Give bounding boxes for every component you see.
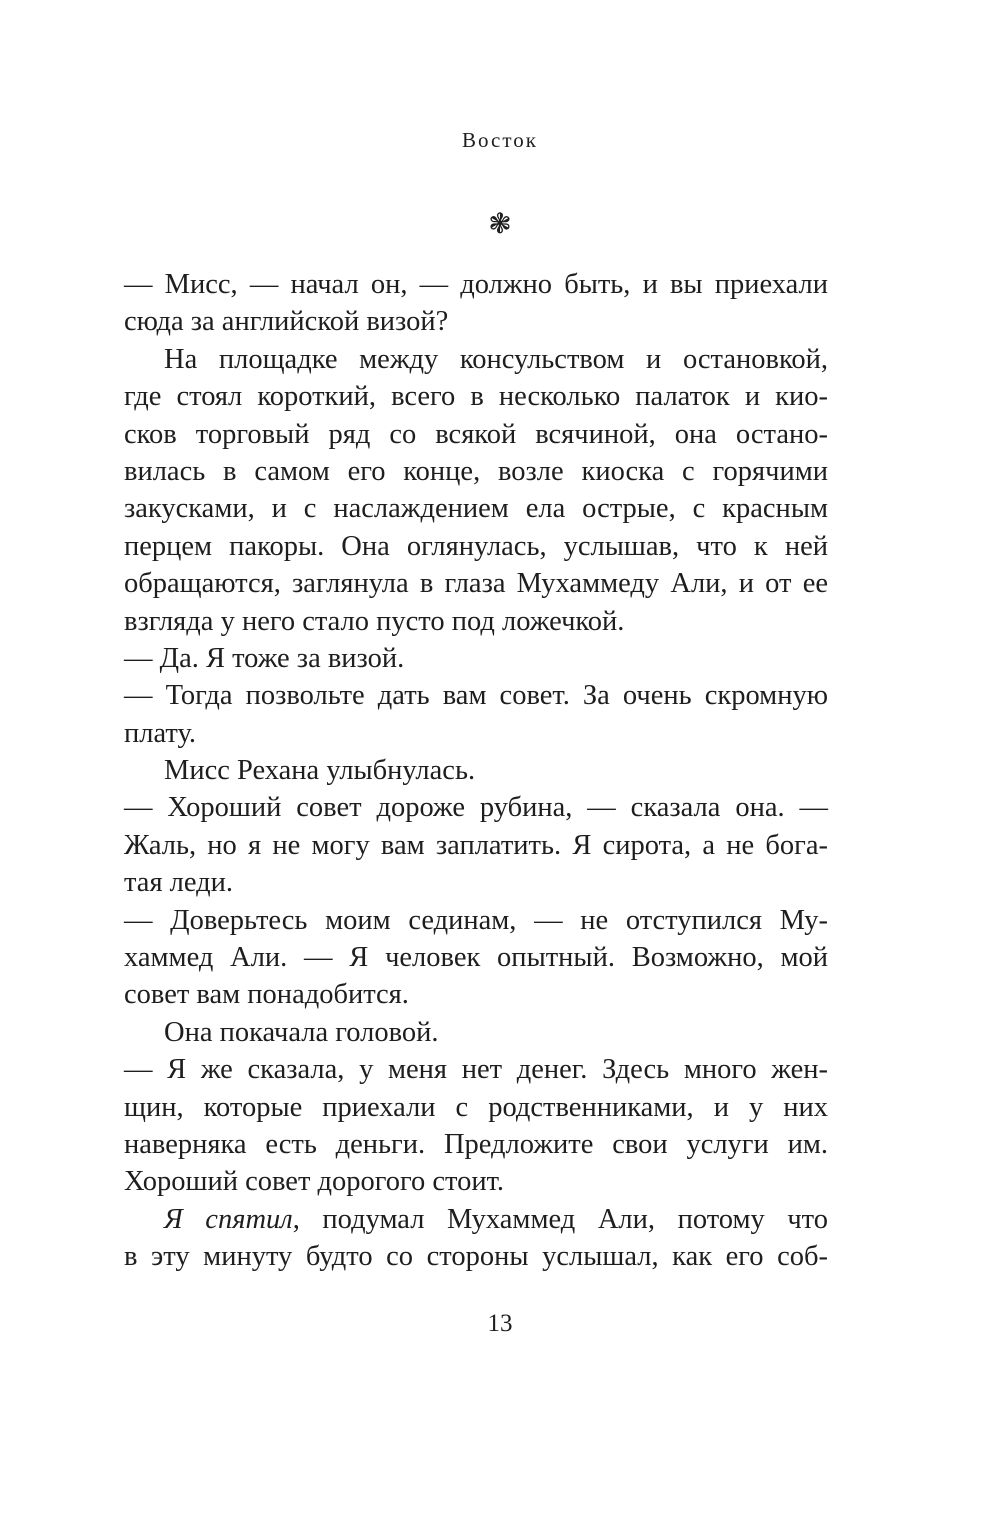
text-line: — Хороший совет дороже рубина, — сказала она. — (124, 792, 828, 824)
text-line: вилась в самом его конце, возле киоска с горячими (124, 455, 828, 487)
text-line: в эту минуту будто со стороны услышал, как его соб- (124, 1241, 828, 1273)
text-line: хаммед Али. — Я человек опытный. Возможно, мой (124, 942, 828, 974)
text-line: где стоял короткий, всего в несколько палаток и кио- (124, 381, 828, 413)
text-line: — Да. Я тоже за визой. (124, 642, 405, 674)
text-line (124, 1201, 828, 1238)
flower-ornament-icon: ❃ (488, 209, 512, 240)
text-line: обращаются, заглянула в глаза Мухаммеду Али, и от ее (124, 568, 828, 600)
text-line: Мисс Рехана улыбнулась. (164, 755, 476, 787)
italic-phrase: Я спятил (164, 1203, 293, 1235)
running-head: Восток (462, 128, 538, 152)
text-line: наверняка есть деньги. Предложите свои услуги им. (124, 1128, 828, 1160)
text-line: совет вам понадобится. (124, 979, 409, 1011)
text-line: — Доверьтесь моим сединам, — не отступился Му- (124, 904, 828, 936)
text-line: щин, которые приехали с родственниками, и у них (124, 1091, 828, 1123)
text-line: — Мисс, — начал он, — должно быть, и вы приехали (124, 269, 828, 300)
text-line: — Я же сказала, у меня нет денег. Здесь много жен- (124, 1054, 828, 1086)
text-line: плату. (124, 717, 196, 749)
text-line: Жаль, но я не могу вам заплатить. Я сирота, а не бога- (124, 829, 828, 861)
text-line-rest: , подумал Мухаммед Али, потому что (292, 1203, 829, 1235)
page-number: 13 (487, 1310, 513, 1337)
text-line: сюда за английской визой? (124, 306, 449, 338)
text-line: Она покачала головой. (164, 1016, 439, 1048)
body-text (124, 266, 828, 1276)
text-line: перцем пакоры. Она оглянулась, услышав, что к ней (124, 530, 828, 562)
text-line: взгляда у него стало пусто под ложечкой. (124, 605, 625, 637)
text-line: сков торговый ряд со всякой всячиной, она остано- (124, 418, 828, 450)
text-line: Хороший совет дорогого стоит. (124, 1166, 505, 1198)
text-line: — Тогда позвольте дать вам совет. За очень скромную (124, 680, 828, 712)
text-line: закусками, и с наслаждением ела острые, с красным (124, 493, 828, 525)
text-line: На площадке между консульством и остановкой, (164, 343, 828, 375)
text-line: тая леди. (124, 867, 234, 899)
